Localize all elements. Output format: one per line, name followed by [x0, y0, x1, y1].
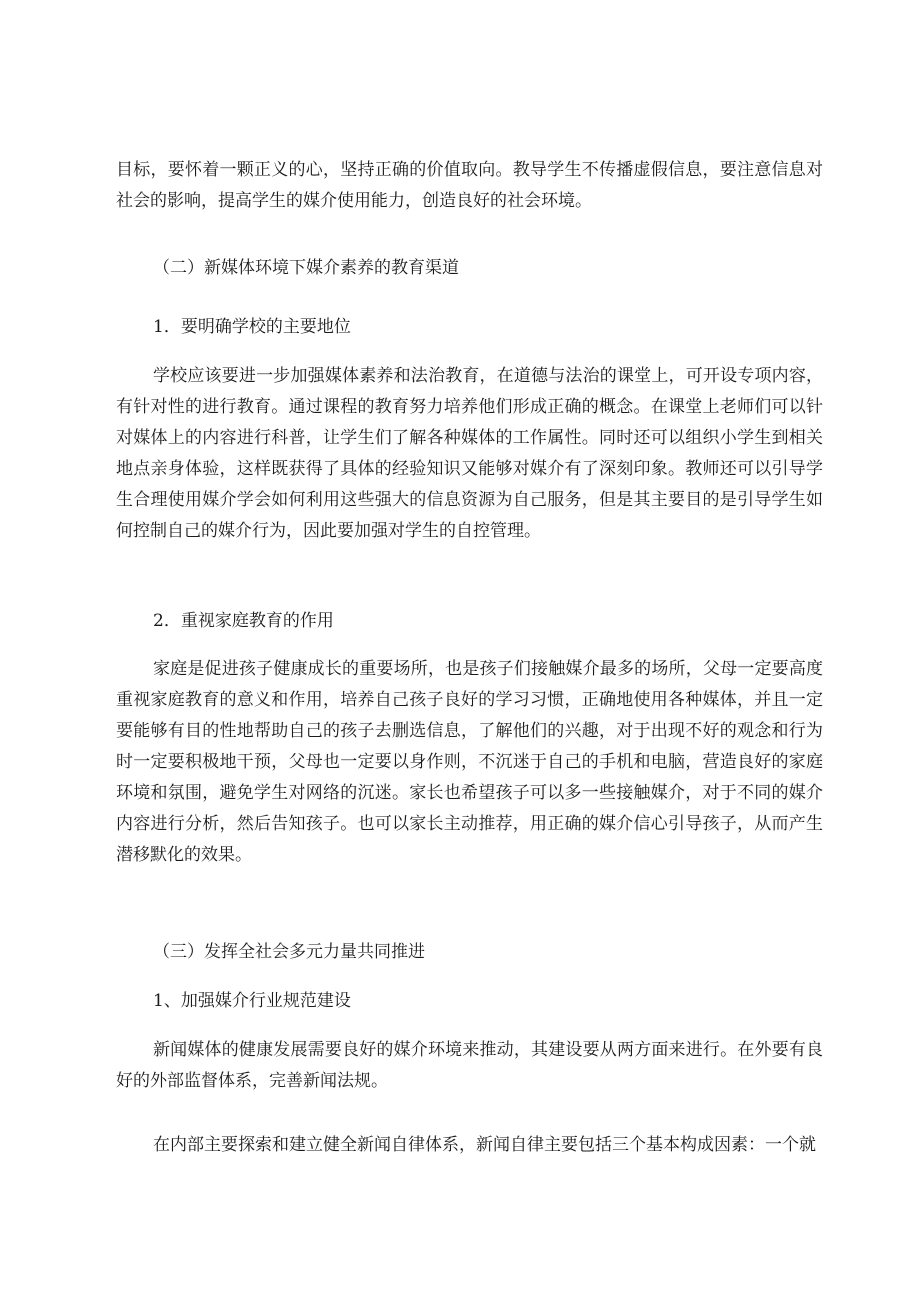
subsection-heading-2-2: 2．重视家庭教育的作用	[153, 611, 334, 631]
paragraph-media: 新闻媒体的健康发展需要良好的媒介环境来推动，其建设要从两方面来进行。在外要有良好的外部监督体系，完善新闻法规。	[116, 1040, 823, 1091]
paragraph-internal: 在内部主要探索和建立健全新闻自律体系，新闻自律主要包括三个基本构成因素：一个就	[153, 1135, 816, 1155]
section-heading-2: （二）新媒体环境下媒介素养的教育渠道	[153, 258, 459, 278]
paragraph-continuation: 目标，要怀着一颗正义的心，坚持正确的价值取向。教导学生不传播虚假信息，要注意信息对社会的影响，提高学生的媒介使用能力，创造良好的社会环境。	[116, 160, 823, 211]
section-heading-3: （三）发挥全社会多元力量共同推进	[153, 942, 425, 962]
subsection-heading-3-1: 1、加强媒介行业规范建设	[153, 991, 351, 1011]
paragraph-school: 学校应该要进一步加强媒体素养和法治教育，在道德与法治的课堂上，可开设专项内容，有针对性的进行教育。通过课程的教育努力培养他们形成正确的概念。在课堂上老师们可以针对媒体上的内容进行科普，让学生们了解各种媒体的工作属性。同时还可以组织小学生到相关地点亲身体验，这样既获得了具体的经验知识又能够对媒介有了深刻印象。教师还可以引导学生合理使用媒介学会如何利用这些强大的信息资源为自己服务，但是其主要目的是引导学生如何控制自己的媒介行为，因此要加强对学生的自控管理。	[116, 366, 823, 541]
paragraph-family: 家庭是促进孩子健康成长的重要场所，也是孩子们接触媒介最多的场所，父母一定要高度重视家庭教育的意义和作用，培养自己孩子良好的学习习惯，正确地使用各种媒体，并且一定要能够有目的性地帮助自己的孩子去删选信息，了解他们的兴趣，对于出现不好的观念和行为时一定要积极地干预，父母也一定要以身作则，不沉迷于自己的手机和电脑，营造良好的家庭环境和氛围，避免学生对网络的沉迷。家长也希望孩子可以多一些接触媒介，对于不同的媒介内容进行分析，然后告知孩子。也可以家长主动推荐，用正确的媒介信心引导孩子，从而产生潜移默化的效果。	[116, 659, 823, 865]
subsection-heading-2-1: 1．要明确学校的主要地位	[153, 317, 351, 337]
